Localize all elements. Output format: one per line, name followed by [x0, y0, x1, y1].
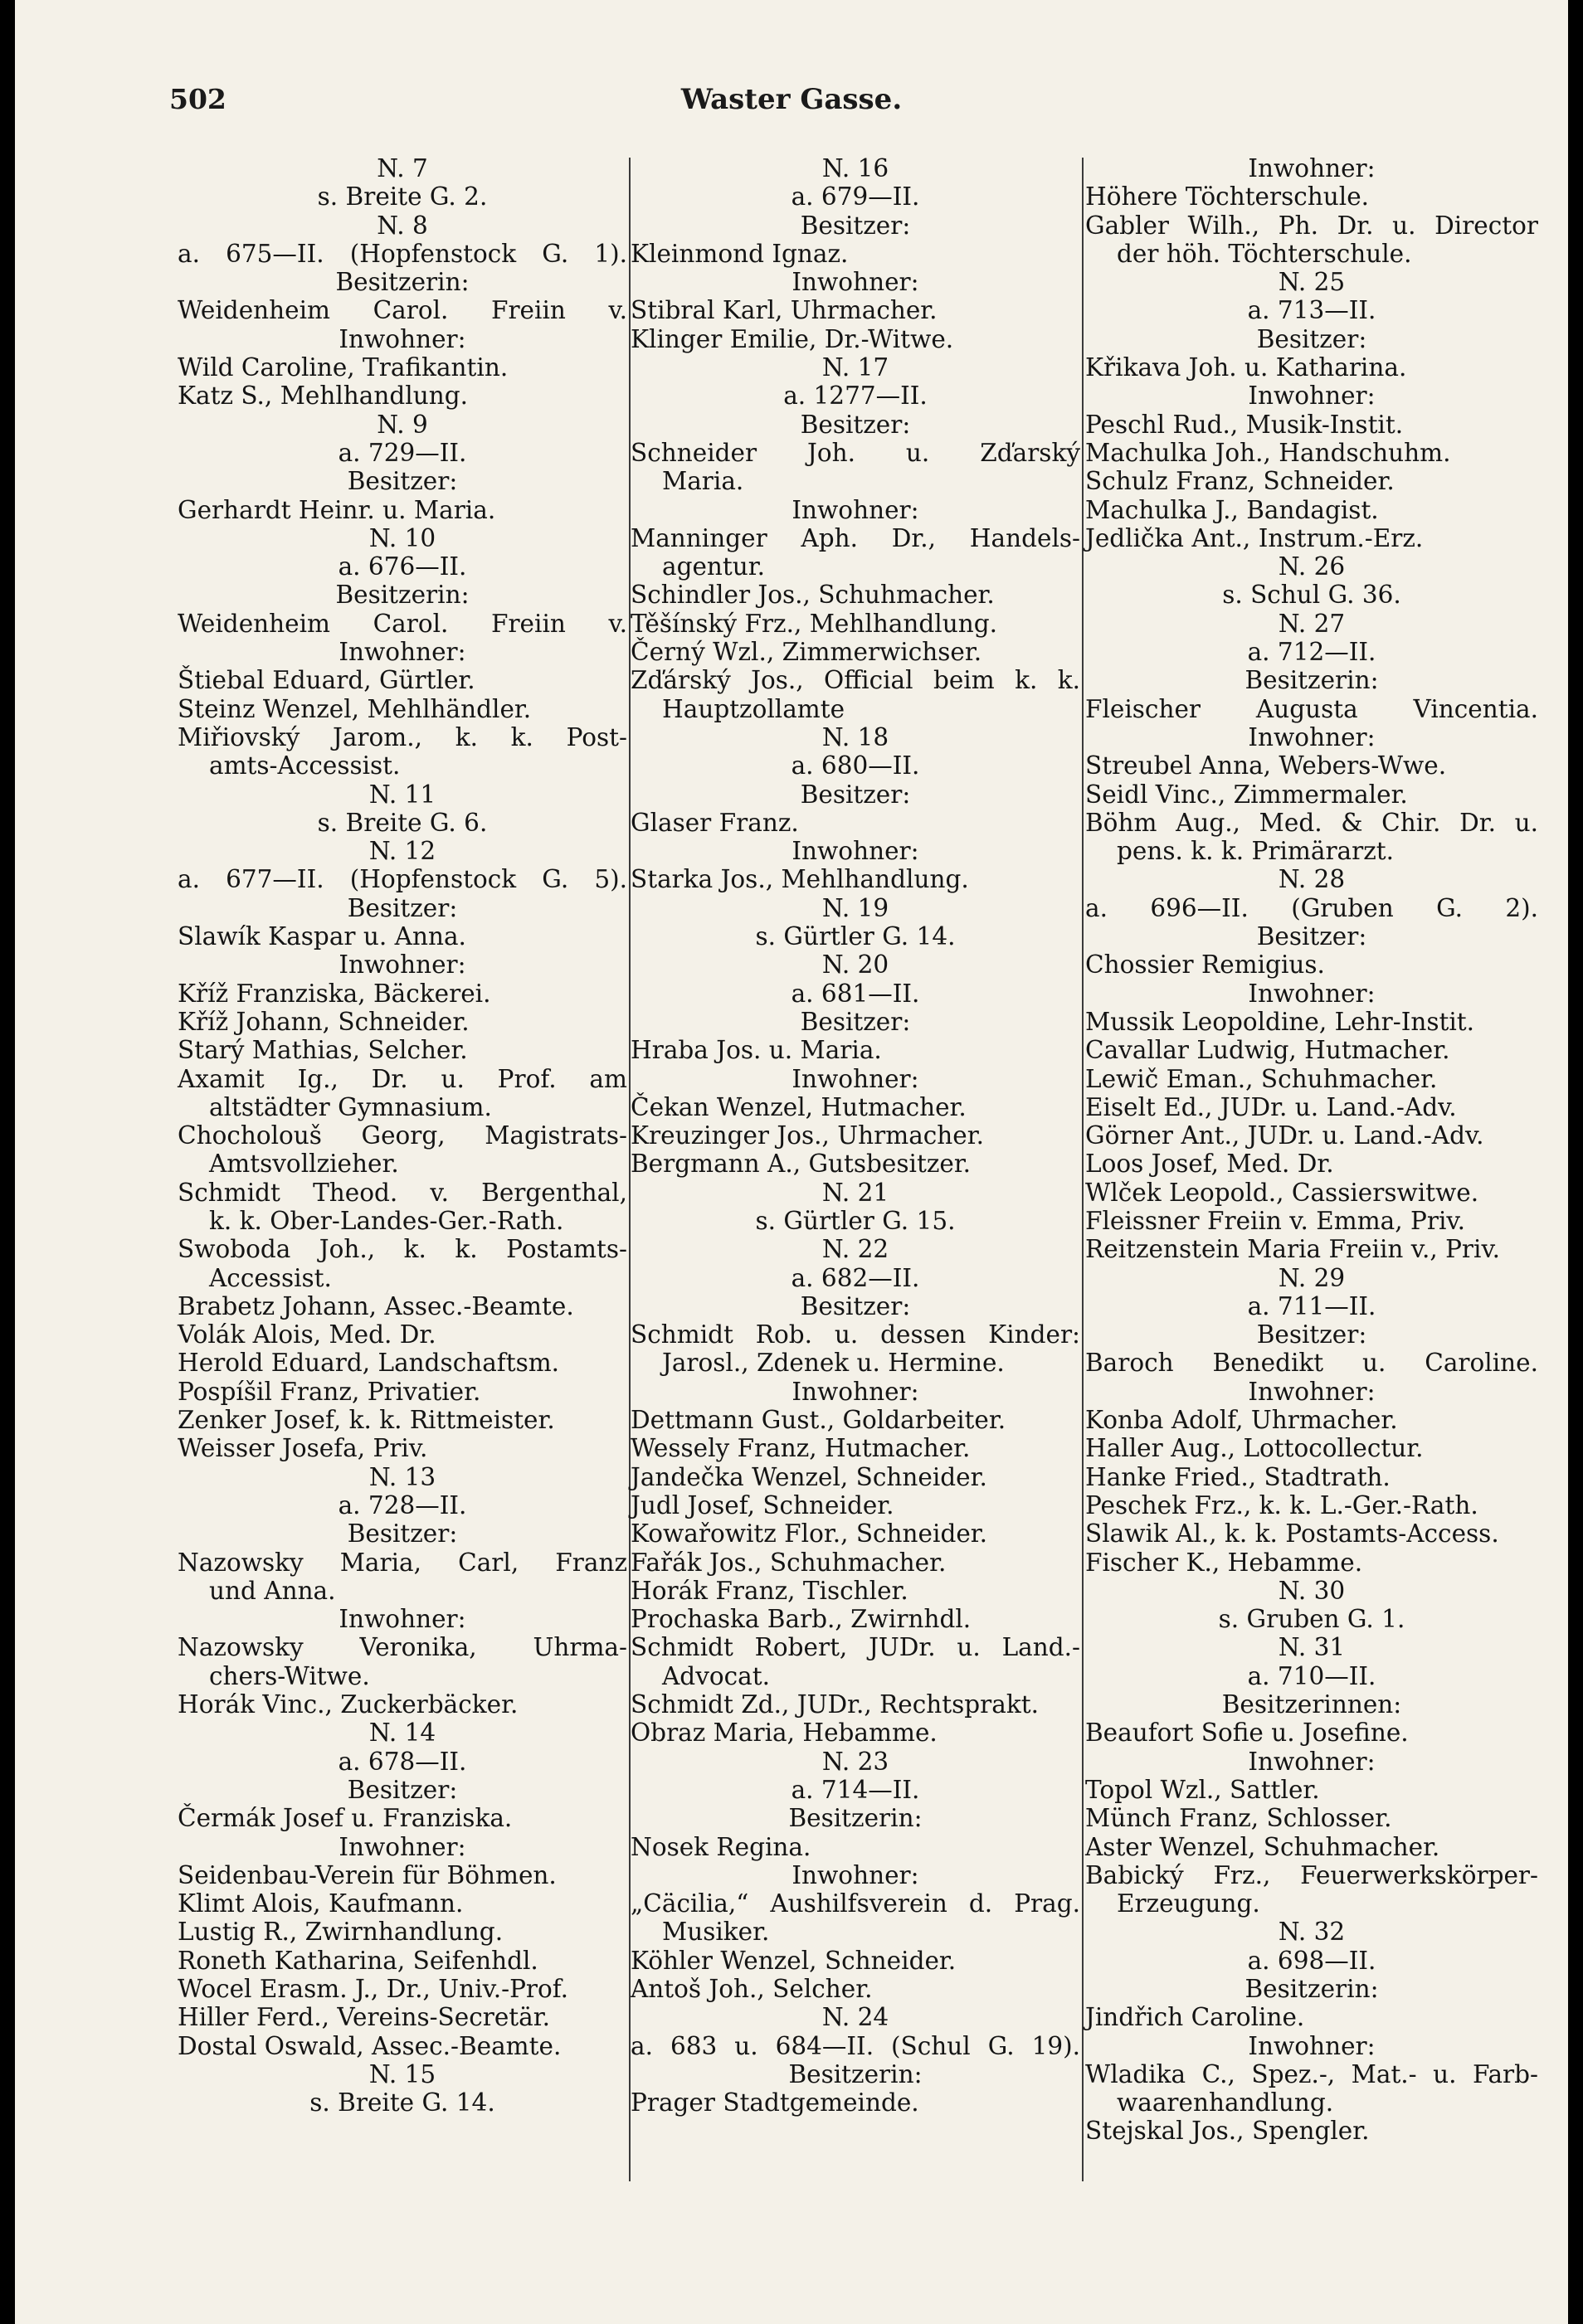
entry-heading: a. 1277—II.	[783, 382, 928, 411]
entry-line: Stejskal Jos., Spengler.	[1085, 2117, 1370, 2146]
entry-line: Wlček Leopold., Cassierswitwe.	[1085, 1178, 1479, 1207]
entry-line: Schneider Joh. u. Zďarský	[631, 438, 1080, 467]
entry-line: Slawik Al., k. k. Postamts-Access.	[1085, 1519, 1499, 1549]
entry-continuation: pens. k. k. Primärarzt.	[1117, 837, 1395, 866]
entry-line: Machulka Joh., Handschuhm.	[1085, 438, 1451, 467]
entry-heading: s. Gürtler G. 14.	[755, 922, 956, 951]
entry-line: Cavallar Ludwig, Hutmacher.	[1085, 1036, 1450, 1065]
entry-line: Kříž Franziska, Bäckerei.	[178, 979, 491, 1008]
entry-heading: s. Breite G. 6.	[317, 808, 488, 837]
entry-continuation: der höh. Töchterschule.	[1117, 239, 1412, 268]
entry-line: Chocholouš Georg, Magistrats-	[178, 1121, 627, 1150]
entry-line: Schindler Jos., Schuhmacher.	[631, 581, 995, 610]
entry-heading: Besitzer:	[1256, 922, 1367, 951]
entry-line: Topol Wzl., Sattler.	[1085, 1775, 1320, 1804]
entry-line: Zenker Josef, k. k. Rittmeister.	[178, 1406, 555, 1435]
entry-line: Horák Franz, Tischler.	[631, 1576, 908, 1605]
entry-line: Zďárský Jos., Official beim k. k.	[631, 666, 1080, 695]
entry-line: Gerhardt Heinr. u. Maria.	[178, 495, 496, 524]
entry-line: a. 683 u. 684—II. (Schul G. 19).	[631, 2031, 1080, 2060]
entry-line: Machulka J., Bandagist.	[1085, 495, 1379, 524]
entry-line: a. 696—II. (Gruben G. 2).	[1085, 893, 1538, 922]
entry-line: Kreuzinger Jos., Uhrmacher.	[631, 1121, 984, 1150]
entry-line: Axamit Ig., Dr. u. Prof. am	[178, 1064, 627, 1093]
entry-line: Klimt Alois, Kaufmann.	[178, 1889, 464, 1918]
column-rule	[1082, 158, 1084, 2181]
entry-continuation: und Anna.	[209, 1576, 336, 1605]
entry-line: Beaufort Sofie u. Josefine.	[1085, 1719, 1409, 1748]
entry-line: Černý Wzl., Zimmerwichser.	[631, 638, 982, 667]
entry-heading: Besitzer:	[800, 1007, 911, 1036]
entry-line: Hraba Jos. u. Maria.	[631, 1036, 882, 1065]
house-number: N. 28	[1278, 865, 1346, 894]
entry-continuation: altstädter Gymnasium.	[209, 1092, 492, 1121]
entry-heading: a. 714—II.	[791, 1775, 920, 1804]
entry-line: Fleissner Freiin v. Emma, Priv.	[1085, 1206, 1465, 1235]
entry-line: Seidenbau-Verein für Böhmen.	[178, 1860, 557, 1889]
column-middle	[631, 154, 1080, 2117]
entry-line: Judl Josef, Schneider.	[631, 1490, 894, 1519]
entry-line: Antoš Joh., Selcher.	[631, 1975, 873, 2003]
entry-line: Steinz Wenzel, Mehlhändler.	[178, 694, 532, 723]
entry-continuation: Erzeugung.	[1117, 1889, 1260, 1918]
entry-line: Streubel Anna, Webers-Wwe.	[1085, 751, 1447, 780]
entry-continuation: Hauptzollamte	[662, 694, 845, 723]
entry-line: Bergmann A., Gutsbesitzer.	[631, 1150, 972, 1179]
entry-heading: s. Breite G. 14.	[309, 2088, 495, 2117]
entry-heading: Inwohner:	[792, 1377, 919, 1406]
entry-heading: Besitzerin:	[1244, 666, 1379, 695]
entry-line: Jindřich Caroline.	[1085, 2003, 1305, 2032]
entry-heading: a. 713—II.	[1247, 296, 1376, 325]
entry-line: Böhm Aug., Med. & Chir. Dr. u.	[1085, 808, 1538, 837]
entry-line: Nosek Regina.	[631, 1832, 811, 1861]
entry-line: Kowařowitz Flor., Schneider.	[631, 1519, 988, 1549]
entry-heading: Besitzerin:	[1244, 1975, 1379, 2003]
house-number: N. 15	[368, 2059, 436, 2088]
entry-heading: Besitzer:	[347, 893, 458, 922]
house-number: N. 9	[377, 410, 428, 439]
entry-line: Starý Mathias, Selcher.	[178, 1036, 468, 1065]
house-number: N. 21	[821, 1178, 889, 1207]
entry-line: Prochaska Barb., Zwirnhdl.	[631, 1605, 972, 1634]
entry-heading: Inwohner:	[792, 495, 919, 524]
entry-line: Baroch Benedikt u. Caroline.	[1085, 1349, 1538, 1378]
entry-line: Starka Jos., Mehlhandlung.	[631, 865, 969, 894]
entry-heading: a. 681—II.	[791, 979, 920, 1008]
entry-line: Štiebal Eduard, Gürtler.	[178, 666, 475, 695]
column-left	[178, 154, 627, 2117]
entry-heading: Inwohner:	[1248, 1747, 1376, 1776]
entry-line: Schmidt Rob. u. dessen Kinder:	[631, 1320, 1080, 1349]
house-number: N. 16	[821, 154, 889, 182]
entry-heading: Besitzer:	[347, 1519, 458, 1549]
house-number: N. 19	[821, 893, 889, 922]
entry-heading: Inwohner:	[1248, 979, 1376, 1008]
house-number: N. 30	[1278, 1576, 1346, 1605]
entry-line: Seidl Vinc., Zimmermaler.	[1085, 780, 1408, 809]
house-number: N. 10	[368, 523, 436, 552]
entry-line: Wladika C., Spez.-, Mat.- u. Farb-	[1085, 2059, 1538, 2088]
entry-line: Höhere Töchterschule.	[1085, 182, 1370, 211]
entry-continuation: Maria.	[662, 467, 744, 496]
entry-line: Gabler Wilh., Ph. Dr. u. Director	[1085, 211, 1538, 240]
house-number: N. 17	[821, 353, 889, 382]
entry-heading: Besitzerin:	[335, 268, 470, 297]
entry-line: Schmidt Theod. v. Bergenthal,	[178, 1178, 627, 1207]
entry-heading: Inwohner:	[339, 1605, 466, 1634]
entry-line: Čermák Josef u. Franziska.	[178, 1804, 513, 1833]
entry-line: Glaser Franz.	[631, 808, 799, 837]
house-number: N. 23	[821, 1747, 889, 1776]
entry-heading: Inwohner:	[339, 638, 466, 667]
entry-heading: s. Schul G. 36.	[1222, 581, 1401, 610]
entry-heading: s. Gruben G. 1.	[1218, 1605, 1405, 1634]
entry-line: Aster Wenzel, Schuhmacher.	[1085, 1832, 1440, 1861]
entry-line: Babický Frz., Feuerwerkskörper-	[1085, 1860, 1538, 1889]
entry-continuation: chers-Witwe.	[209, 1661, 370, 1690]
entry-continuation: Advocat.	[662, 1661, 770, 1690]
entry-continuation: Amtsvollzieher.	[209, 1150, 399, 1179]
entry-heading: s. Breite G. 2.	[317, 182, 488, 211]
entry-line: Wessely Franz, Hutmacher.	[631, 1434, 971, 1463]
entry-line: Stibral Karl, Uhrmacher.	[631, 296, 938, 325]
house-number: N. 26	[1278, 552, 1346, 581]
entry-heading: Inwohner:	[339, 951, 466, 980]
entry-line: Haller Aug., Lottocollectur.	[1085, 1434, 1424, 1463]
entry-line: Fischer K., Hebamme.	[1085, 1548, 1363, 1577]
entry-heading: s. Gürtler G. 15.	[755, 1206, 956, 1235]
entry-line: Fleischer Augusta Vincentia.	[1085, 694, 1538, 723]
entry-heading: a. 678—II.	[338, 1747, 467, 1776]
entry-heading: Inwohner:	[792, 1064, 919, 1093]
entry-line: Dostal Oswald, Assec.-Beamte.	[178, 2031, 562, 2060]
entry-line: Konba Adolf, Uhrmacher.	[1085, 1406, 1398, 1435]
entry-line: Slawík Kaspar u. Anna.	[178, 922, 466, 951]
entry-line: Miřiovský Jarom., k. k. Post-	[178, 722, 627, 751]
entry-line: Schmidt Robert, JUDr. u. Land.-	[631, 1633, 1080, 1662]
entry-line: Volák Alois, Med. Dr.	[178, 1320, 436, 1349]
entry-heading: a. 710—II.	[1247, 1661, 1376, 1690]
entry-line: Reitzenstein Maria Freiin v., Priv.	[1085, 1235, 1501, 1264]
entry-continuation: Jarosl., Zdenek u. Hermine.	[662, 1349, 1005, 1378]
entry-line: Kleinmond Ignaz.	[631, 239, 849, 268]
entry-heading: Besitzer:	[800, 211, 911, 240]
entry-heading: Besitzer:	[347, 467, 458, 496]
house-number: N. 8	[377, 211, 428, 240]
house-number: N. 32	[1278, 1918, 1346, 1947]
entry-line: Katz S., Mehlhandlung.	[178, 382, 468, 411]
entry-heading: Inwohner:	[1248, 1377, 1376, 1406]
entry-line: Köhler Wenzel, Schneider.	[631, 1946, 957, 1975]
entry-heading: Besitzerin:	[788, 2059, 923, 2088]
house-number: N. 11	[368, 780, 436, 809]
house-number: N. 14	[368, 1719, 436, 1748]
entry-line: Peschek Frz., k. k. L.-Ger.-Rath.	[1085, 1490, 1478, 1519]
entry-heading: Inwohner:	[1248, 154, 1376, 182]
column-right	[1085, 154, 1538, 2146]
entry-line: Münch Franz, Schlosser.	[1085, 1804, 1392, 1833]
entry-line: Schulz Franz, Schneider.	[1085, 467, 1395, 496]
entry-line: Horák Vinc., Zuckerbäcker.	[178, 1690, 519, 1719]
house-number: N. 22	[821, 1235, 889, 1264]
entry-heading: a. 698—II.	[1247, 1946, 1376, 1975]
entry-heading: a. 676—II.	[338, 552, 467, 581]
entry-line: Jandečka Wenzel, Schneider.	[631, 1462, 987, 1491]
entry-heading: Inwohner:	[792, 837, 919, 866]
entry-heading: Besitzer:	[800, 1291, 911, 1320]
entry-heading: Inwohner:	[792, 1860, 919, 1889]
entry-heading: Besitzer:	[1256, 1320, 1367, 1349]
entry-line: Pospíšil Franz, Privatier.	[178, 1377, 481, 1406]
entry-line: Mussik Leopoldine, Lehr-Instit.	[1085, 1007, 1475, 1036]
entry-line: Schmidt Zd., JUDr., Rechtsprakt.	[631, 1690, 1039, 1719]
entry-heading: Besitzer:	[1256, 324, 1367, 353]
entry-line: Weidenheim Carol. Freiin v.	[178, 296, 627, 325]
entry-continuation: waarenhandlung.	[1117, 2088, 1334, 2117]
entry-continuation: amts-Accessist.	[209, 751, 401, 780]
entry-heading: Besitzerinnen:	[1221, 1690, 1402, 1719]
entry-line: Nazowsky Veronika, Uhrma-	[178, 1633, 627, 1662]
entry-line: a. 677—II. (Hopfenstock G. 5).	[178, 865, 627, 894]
entry-heading: a. 712—II.	[1247, 638, 1376, 667]
house-number: N. 7	[377, 154, 428, 182]
entry-line: a. 675—II. (Hopfenstock G. 1).	[178, 239, 627, 268]
entry-heading: Besitzer:	[347, 1775, 458, 1804]
entry-heading: a. 679—II.	[791, 182, 920, 211]
entry-heading: Besitzer:	[800, 780, 911, 809]
entry-continuation: Musiker.	[662, 1918, 770, 1947]
entry-continuation: agentur.	[662, 552, 766, 581]
entry-heading: Besitzerin:	[788, 1804, 923, 1833]
entry-line: Křikava Joh. u. Katharina.	[1085, 353, 1407, 382]
entry-line: Lewič Eman., Schuhmacher.	[1085, 1064, 1438, 1093]
entry-line: Čekan Wenzel, Hutmacher.	[631, 1092, 967, 1121]
entry-line: Dettmann Gust., Goldarbeiter.	[631, 1406, 1006, 1435]
entry-line: Eiselt Ed., JUDr. u. Land.-Adv.	[1085, 1092, 1457, 1121]
entry-heading: a. 682—II.	[791, 1263, 920, 1292]
entry-heading: Besitzer:	[800, 410, 911, 439]
entry-line: Hanke Fried., Stadtrath.	[1085, 1462, 1391, 1491]
entry-heading: Inwohner:	[339, 1832, 466, 1861]
page-number: 502	[169, 83, 226, 115]
entry-heading: a. 729—II.	[338, 438, 467, 467]
entry-heading: Inwohner:	[1248, 382, 1376, 411]
entry-heading: Inwohner:	[1248, 2031, 1376, 2060]
house-number: N. 27	[1278, 609, 1346, 638]
house-number: N. 13	[368, 1462, 436, 1491]
entry-line: Chossier Remigius.	[1085, 951, 1325, 980]
entry-heading: Besitzerin:	[335, 581, 470, 610]
house-number: N. 20	[821, 951, 889, 980]
entry-line: Lustig R., Zwirnhandlung.	[178, 1918, 504, 1947]
entry-line: Swoboda Joh., k. k. Postamts-	[178, 1235, 627, 1264]
house-number: N. 12	[368, 837, 436, 866]
entry-heading: Inwohner:	[792, 268, 919, 297]
house-number: N. 24	[821, 2003, 889, 2032]
entry-line: Kříž Johann, Schneider.	[178, 1007, 470, 1036]
house-number: N. 31	[1278, 1633, 1346, 1662]
entry-line: Fařák Jos., Schuhmacher.	[631, 1548, 947, 1577]
entry-line: Nazowsky Maria, Carl, Franz	[178, 1548, 627, 1577]
entry-line: Görner Ant., JUDr. u. Land.-Adv.	[1085, 1121, 1484, 1150]
entry-line: Loos Josef, Med. Dr.	[1085, 1150, 1334, 1179]
entry-line: Wocel Erasm. J., Dr., Univ.-Prof.	[178, 1975, 569, 2003]
entry-line: Prager Stadtgemeinde.	[631, 2088, 919, 2117]
entry-line: Jedlička Ant., Instrum.-Erz.	[1085, 523, 1424, 552]
entry-line: „Cäcilia,“ Aushilfsverein d. Prag.	[631, 1889, 1080, 1918]
entry-continuation: Accessist.	[209, 1263, 332, 1292]
running-title: Waster Gasse.	[680, 83, 903, 116]
entry-line: Roneth Katharina, Seifenhdl.	[178, 1946, 538, 1975]
house-number: N. 25	[1278, 268, 1346, 297]
directory-page	[15, 0, 1568, 2324]
entry-line: Těšínský Frz., Mehlhandlung.	[631, 609, 997, 638]
entry-continuation: k. k. Ober-Landes-Ger.-Rath.	[209, 1206, 564, 1235]
entry-heading: a. 680—II.	[791, 751, 920, 780]
entry-line: Brabetz Johann, Assec.-Beamte.	[178, 1291, 574, 1320]
entry-line: Weisser Josefa, Priv.	[178, 1434, 428, 1463]
entry-line: Peschl Rud., Musik-Instit.	[1085, 410, 1404, 439]
house-number: N. 18	[821, 722, 889, 751]
entry-line: Hiller Ferd., Vereins-Secretär.	[178, 2003, 550, 2032]
entry-line: Herold Eduard, Landschaftsm.	[178, 1349, 560, 1378]
entry-heading: Inwohner:	[1248, 722, 1376, 751]
entry-heading: a. 711—II.	[1247, 1291, 1376, 1320]
entry-line: Manninger Aph. Dr., Handels-	[631, 523, 1080, 552]
entry-line: Weidenheim Carol. Freiin v.	[178, 609, 627, 638]
entry-line: Wild Caroline, Trafikantin.	[178, 353, 509, 382]
entry-heading: Inwohner:	[339, 324, 466, 353]
entry-line: Klinger Emilie, Dr.-Witwe.	[631, 324, 954, 353]
page-header	[15, 83, 1568, 133]
entry-line: Obraz Maria, Hebamme.	[631, 1719, 938, 1748]
entry-heading: a. 728—II.	[338, 1490, 467, 1519]
house-number: N. 29	[1278, 1263, 1346, 1292]
